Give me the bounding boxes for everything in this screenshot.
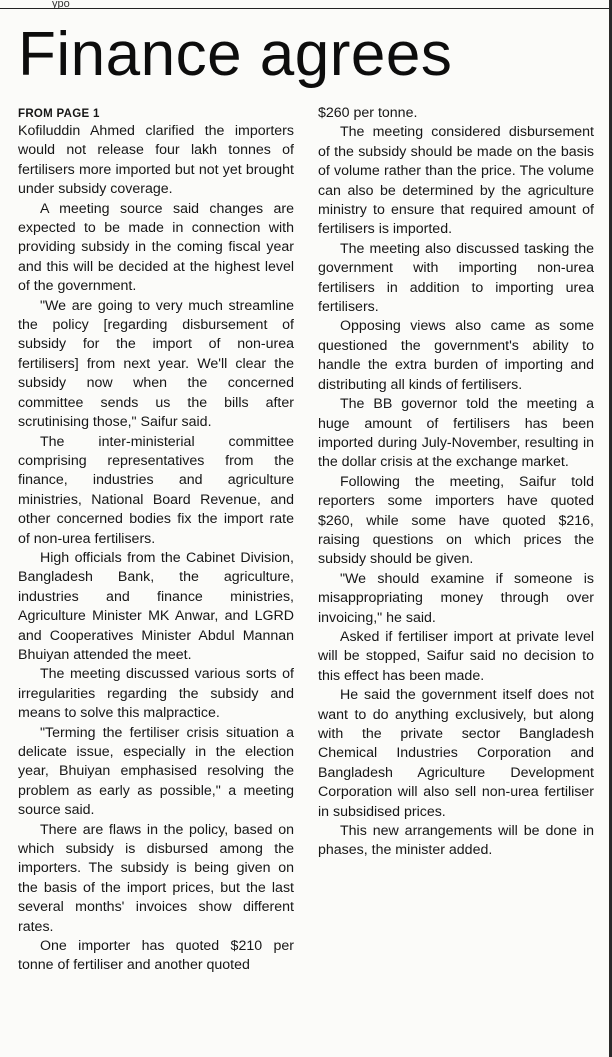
paragraph: The meeting discussed various sorts of irregularities regarding the subsidy and means to solve this malpractice. — [18, 666, 294, 722]
paragraph: The inter-ministerial committee comprising representatives from the finance, industries and agriculture ministries, National Board Revenue, and other concerned bodies fix the import rate of non-urea fertilisers. — [18, 433, 294, 547]
clipped-top-text — [0, 0, 612, 9]
paragraph: Opposing views also came as some questioned the government's ability to handle the extra burden of importing and distributing all kinds of fertilisers. — [318, 318, 594, 393]
paragraph: This new arrangements will be done in phases, the minister added. — [318, 823, 594, 859]
paragraph: The meeting considered disbursement of the subsidy should be made on the basis of volume rather than the price. The volume can also be determined by the agriculture ministry to ensure that required amount of fertilisers is imported. — [318, 124, 594, 238]
paragraph: "We should examine if someone is misappropriating money through over invoicing," he said. — [318, 570, 594, 626]
paragraph: Following the meeting, Saifur told reporters some importers have quoted $260, while some have quoted $216, raising questions on which prices the subsidy should be given. — [318, 473, 594, 568]
paragraph: "Terming the fertiliser crisis situation a delicate issue, especially in the election year, Bhuiyan emphasised resolving the problem as early as possible," a meeting source said. — [18, 724, 294, 819]
paragraph: High officials from the Cabinet Division, Bangladesh Bank, the agriculture, industries and finance ministries, Agriculture Minister MK Anwar, and LGRD and Cooperatives Minister Abdul Mannan Bhuiyan attended the meet. — [18, 549, 294, 663]
paragraph: There are flaws in the policy, based on which subsidy is disbursed among the importers. The subsidy is being given on the basis of the import prices, but the last several months' invoices show different rates. — [18, 821, 294, 935]
left-column — [18, 104, 294, 976]
paragraph: The meeting also discussed tasking the government with importing non-urea fertilisers in addition to importing urea fertilisers. — [318, 240, 594, 316]
paragraph: $260 per tonne. — [318, 105, 418, 121]
headline: Finance agrees — [18, 20, 453, 89]
paragraph: The BB governor told the meeting a huge amount of fertilisers has been imported during July-November, resulting in the dollar crisis at the exchange market. — [318, 396, 594, 471]
paragraph: Asked if fertiliser import at private level will be stopped, Saifur said no decision to this effect has been made. — [318, 628, 594, 684]
kicker: FROM PAGE 1 — [18, 108, 100, 120]
paragraph: One importer has quoted $210 per tonne of fertiliser and another quoted — [18, 938, 294, 974]
paragraph: Kofiluddin Ahmed clarified the importers would not release four lakh tonnes of fertilisers more imported but not yet brought under subsidy coverage. — [18, 123, 294, 198]
paragraph: He said the government itself does not want to do anything exclusively, but along with the private sector Bangladesh Chemical Industries Corporation and Bangladesh Agriculture Development Corporation will also sell non-urea fertiliser in subsidised prices. — [318, 687, 594, 820]
top-fragment: ypo — [52, 0, 70, 9]
right-column — [318, 104, 594, 861]
paragraph: A meeting source said changes are expected to be made in connection with providing subsidy in the coming fiscal year and this will be decided at the highest level of the government. — [18, 200, 294, 295]
paragraph: "We are going to very much streamline the policy [regarding disbursement of subsidy for the import of non-urea fertilisers] from next year. We'll clear the subsidy now when the concerned committee sends us the bills after scrutinising those," Saifur said. — [18, 297, 294, 431]
